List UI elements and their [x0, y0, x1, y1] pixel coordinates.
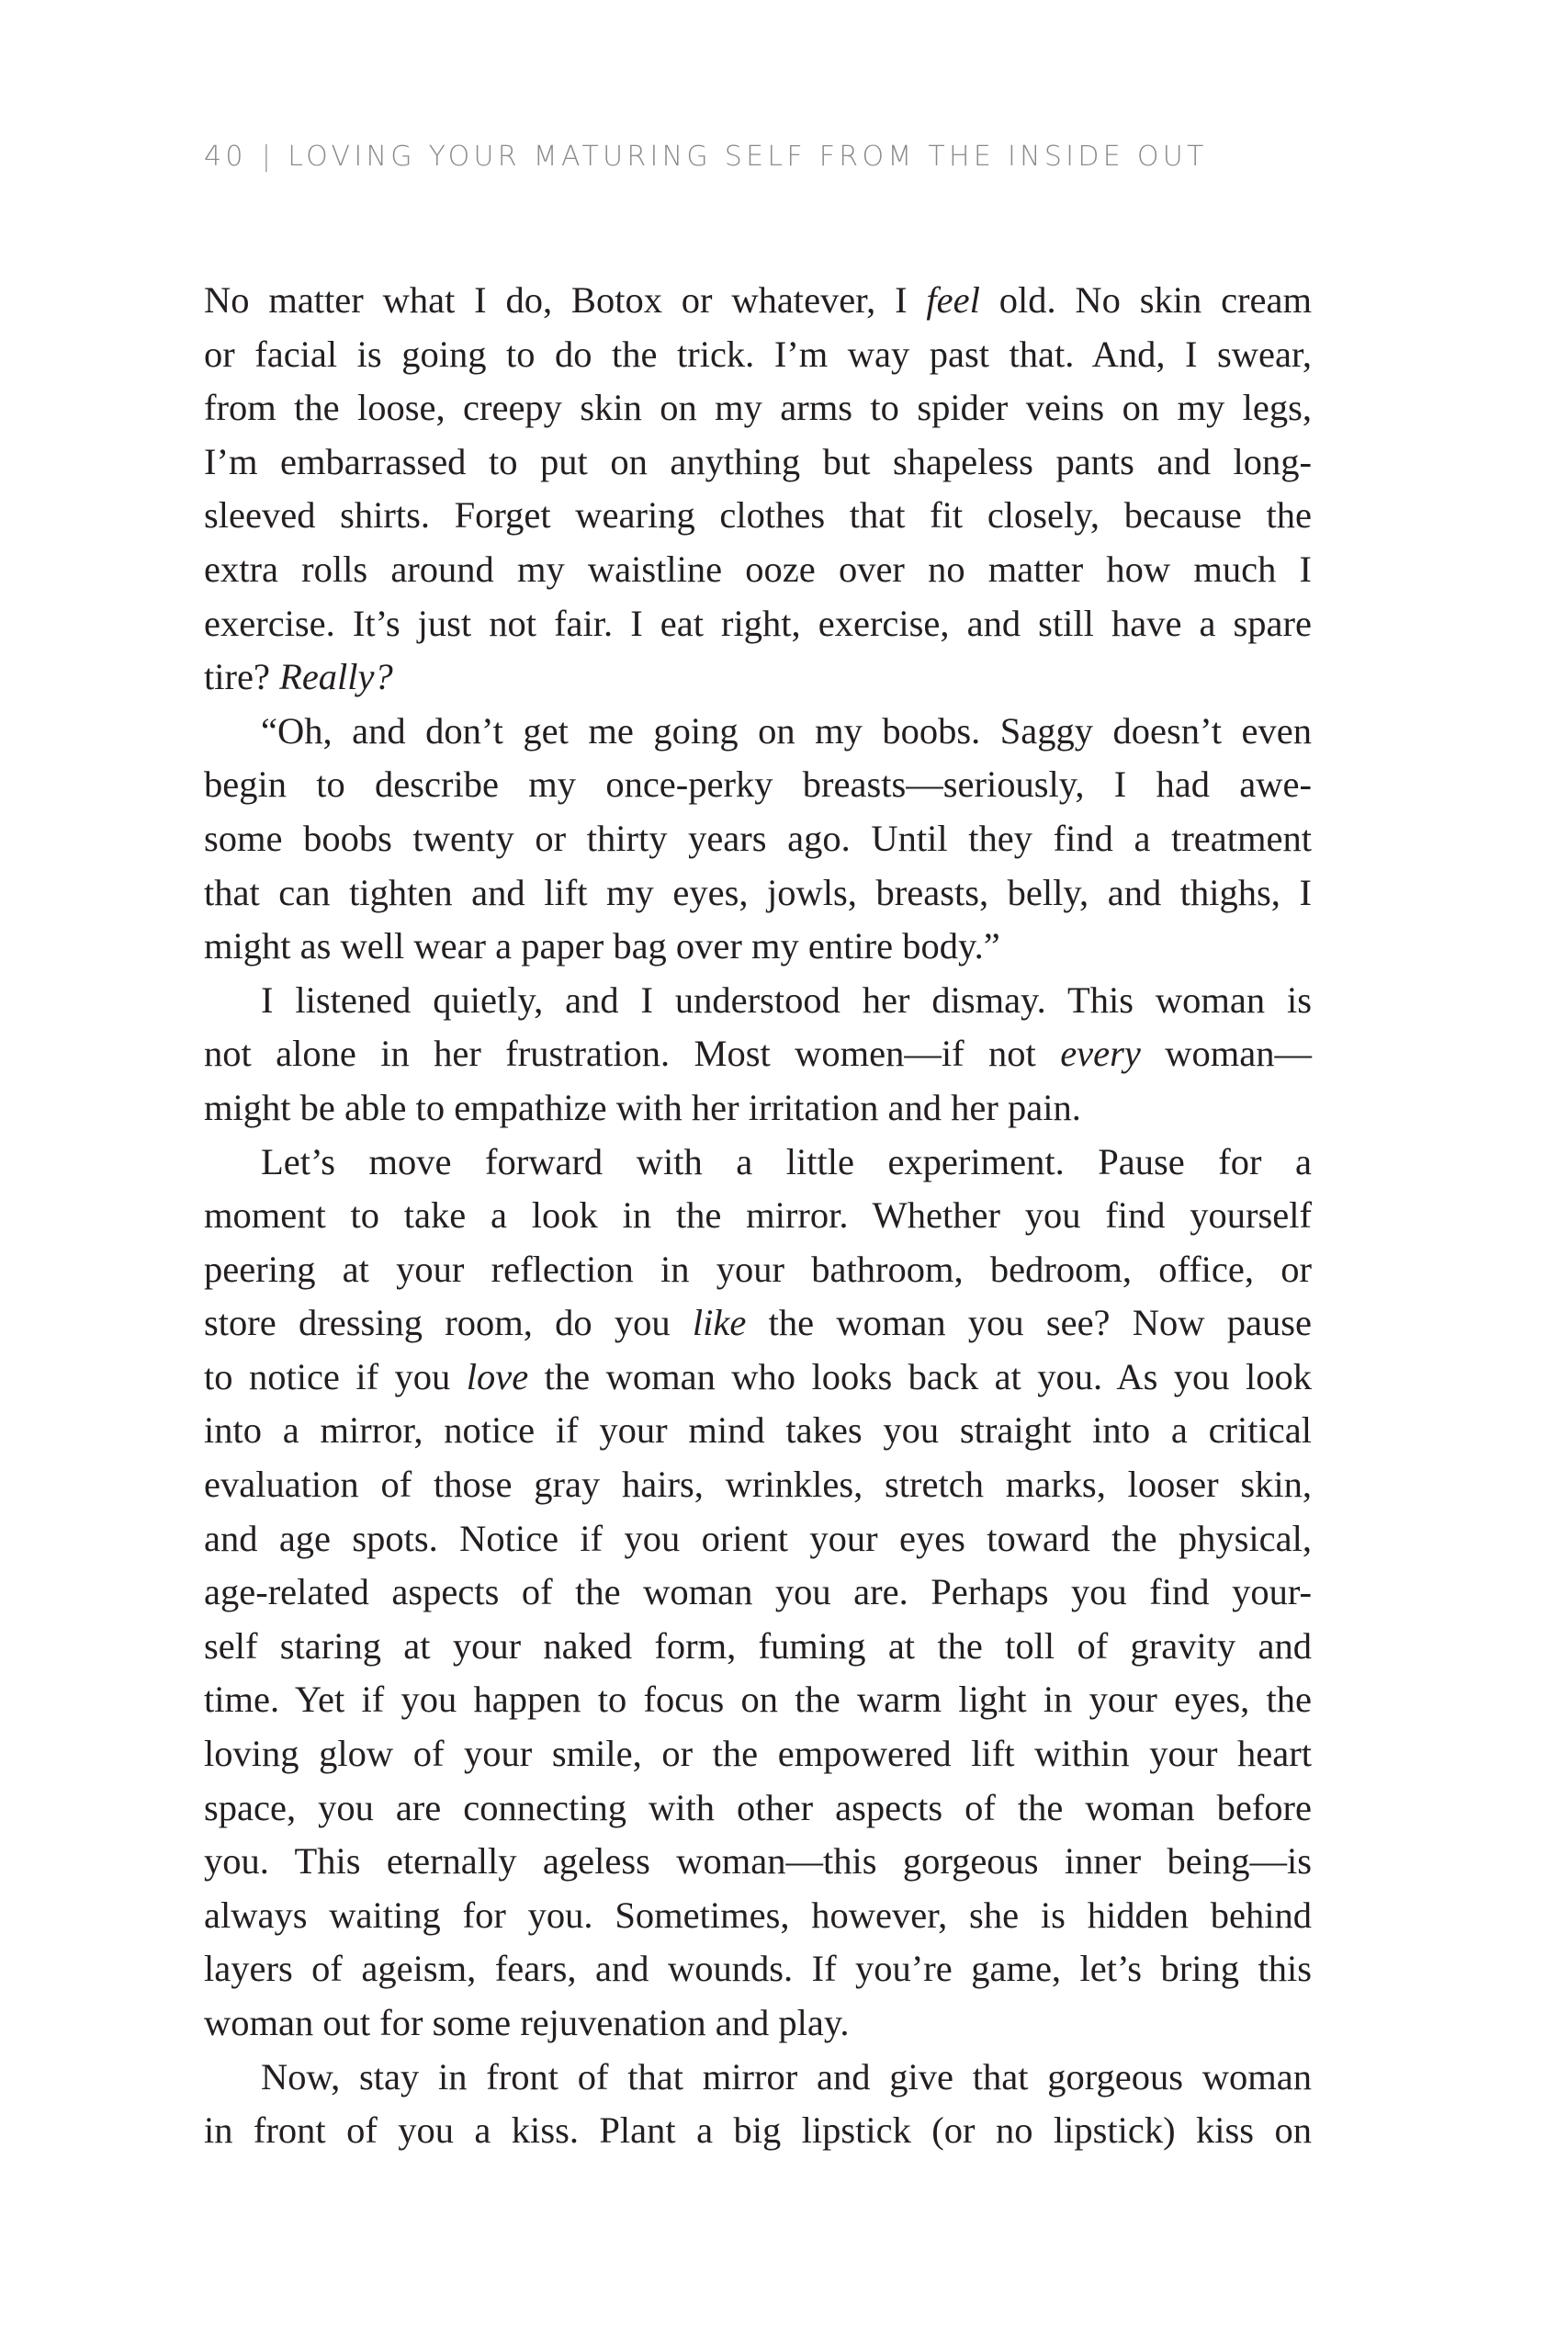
text-line: I’m embarrassed to put on anything but shapeless pants and long- — [204, 440, 1312, 482]
text-line: time. Yet if you happen to focus on the warm light in your eyes, the — [204, 1679, 1312, 1721]
text-line: extra rolls around my waistline ooze over no matter how much I — [204, 548, 1312, 590]
text-line: you. This eternally ageless woman—this gorgeous inner being—is — [204, 1840, 1312, 1883]
text-line: Let’s move forward with a little experiment. Pause for a — [261, 1140, 1312, 1182]
text-line: store dressing room, do you like the woman you see? Now pause — [204, 1302, 1312, 1344]
text-line: evaluation of those gray hairs, wrinkles, stretch marks, looser skin, — [204, 1464, 1312, 1506]
text-line: always waiting for you. Sometimes, however, she is hidden behind — [204, 1894, 1312, 1936]
italic-emphasis: every — [1060, 1033, 1141, 1075]
text-line: in front of you a kiss. Plant a big lipstick (or no lipstick) kiss on — [204, 2109, 1312, 2152]
text-line: woman out for some rejuvenation and play. — [204, 2002, 850, 2043]
text-line: and age spots. Notice if you orient your eyes toward the physical, — [204, 1517, 1312, 1559]
book-title: LOVING YOUR MATURING SELF FROM THE INSIDE OUT — [288, 141, 1208, 173]
text-line: layers of ageism, fears, and wounds. If you’re game, let’s bring this — [204, 1948, 1312, 1990]
text-line: I listened quietly, and I understood her dismay. This woman is — [261, 978, 1312, 1021]
text-line: sleeved shirts. Forget wearing clothes that fit closely, because the — [204, 494, 1312, 537]
italic-emphasis: like — [692, 1302, 747, 1344]
text-line: not alone in her frustration. Most women—if not every woman— — [204, 1033, 1312, 1075]
text-line: begin to describe my once-perky breasts—seriously, I had awe- — [204, 763, 1312, 806]
body-text — [204, 274, 1312, 2158]
text-line: space, you are connecting with other aspects of the woman before — [204, 1786, 1312, 1828]
page-number: 40 — [204, 141, 247, 173]
text-line: tire? Really? — [204, 656, 393, 698]
text-line: into a mirror, notice if your mind takes you straight into a critical — [204, 1409, 1312, 1452]
header-separator: | — [261, 141, 276, 173]
text-line: might as well wear a paper bag over my entire body.” — [204, 925, 1000, 967]
text-line: or facial is going to do the trick. I’m way past that. And, I swear, — [204, 333, 1312, 375]
text-line: self staring at your naked form, fuming at the toll of gravity and — [204, 1624, 1312, 1667]
text-line: that can tighten and lift my eyes, jowls, breasts, belly, and thighs, I — [204, 871, 1312, 913]
text-line: exercise. It’s just not fair. I eat right, exercise, and still have a spare — [204, 602, 1312, 644]
italic-emphasis: Really? — [279, 656, 393, 698]
text-line: from the loose, creepy skin on my arms to spider veins on my legs, — [204, 387, 1312, 429]
italic-emphasis: love — [466, 1355, 529, 1397]
text-line: Now, stay in front of that mirror and give that gorgeous woman — [261, 2055, 1312, 2098]
text-line: moment to take a look in the mirror. Whether you find yourself — [204, 1194, 1312, 1237]
text-line: some boobs twenty or thirty years ago. Until they find a treatment — [204, 817, 1312, 859]
text-line: might be able to empathize with her irritation and her pain. — [204, 1086, 1081, 1128]
running-head — [204, 136, 1315, 178]
text-line: to notice if you love the woman who looks back at you. As you look — [204, 1355, 1313, 1397]
text-line: loving glow of your smile, or the empowered lift within your heart — [204, 1733, 1312, 1775]
text-line: “Oh, and don’t get me going on my boobs. Saggy doesn’t even — [261, 709, 1312, 752]
text-line: peering at your reflection in your bathroom, bedroom, office, or — [204, 1248, 1312, 1290]
text-line: age-related aspects of the woman you are. Perhaps you find your- — [204, 1571, 1312, 1613]
text-line: No matter what I do, Botox or whatever, I feel old. No skin cream — [204, 279, 1312, 321]
italic-emphasis: feel — [926, 279, 980, 321]
